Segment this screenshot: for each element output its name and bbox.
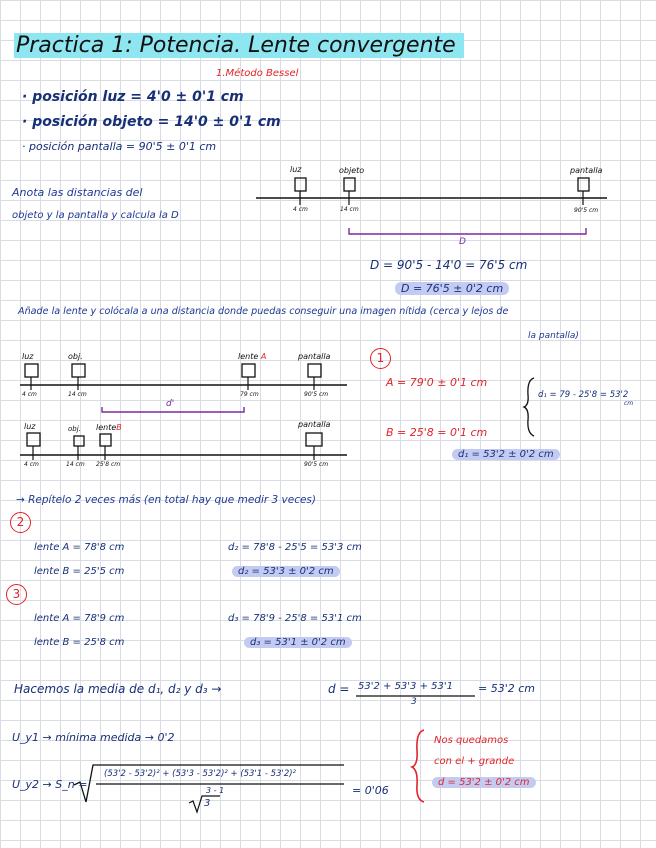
frac-num: 53'2 + 53'3 + 53'1	[358, 681, 453, 692]
circle-2: 2	[10, 512, 31, 533]
d2-luz: luz	[22, 352, 34, 361]
label-luz: luz	[290, 165, 302, 174]
d2-t2: 14 cm	[68, 391, 87, 398]
d3-t4: 90'5 cm	[304, 461, 329, 468]
D-result: D = 76'5 ± 0'2 cm	[395, 282, 509, 295]
d2-t4: 90'5 cm	[304, 391, 329, 398]
circle-3: 3	[6, 584, 27, 605]
B-value: B = 25'8 = 0'1 cm	[386, 426, 488, 439]
D-label: D	[459, 237, 466, 247]
d3-t2: 14 cm	[66, 461, 85, 468]
d1-result: d₁ = 53'2 ± 0'2 cm	[452, 449, 560, 460]
d2-result: d₂ = 53'3 ± 0'2 cm	[232, 566, 340, 577]
page-title: Practica 1: Potencia. Lente convergente	[14, 33, 464, 59]
d2-obj: obj.	[68, 352, 83, 361]
d3-t1: 4 cm	[24, 461, 39, 468]
sqrt-num: (53'2 - 53'2)² + (53'3 - 53'2)² + (53'1 - 53'2)²	[104, 769, 296, 779]
circle-1: 1	[370, 348, 391, 369]
d3-t3: 25'8 cm	[96, 461, 121, 468]
d-prime-label: d'	[166, 399, 175, 409]
frac-res: = 53'2 cm	[478, 682, 535, 695]
d-eq: d =	[328, 682, 350, 696]
lenteB-3: lente B = 25'8 cm	[34, 637, 125, 648]
instruction-2a: Añade la lente y colócala a una distancia donde puedas conseguir una imagen nítida (cerca y lejos de	[18, 306, 509, 317]
d3-obj: obj.	[68, 425, 81, 433]
uy1: U_y1 → mínima medida → 0'2	[12, 731, 175, 744]
repeat-text: → Repítelo 2 veces más (en total hay que medir 3 veces)	[16, 494, 317, 506]
box-luz-1	[295, 178, 306, 191]
uy2-lead: U_y2 → S_n =	[12, 778, 88, 791]
d1-calc: d₁ = 79 - 25'8 = 53'2	[538, 390, 629, 400]
tick-14cm: 14 cm	[340, 206, 359, 213]
D-calc: D = 90'5 - 14'0 = 76'5 cm	[370, 258, 528, 272]
d3-calc: d₃ = 78'9 - 25'8 = 53'1 cm	[228, 613, 362, 624]
d2-t3: 79 cm	[240, 391, 259, 398]
brace-note	[412, 730, 424, 802]
final-result: d = 53'2 ± 0'2 cm	[432, 777, 536, 788]
uy2-res: = 0'06	[352, 784, 389, 797]
label-objeto: objeto	[339, 166, 365, 175]
label-pantalla: pantalla	[570, 166, 603, 175]
note-1: Nos quedamos	[434, 735, 509, 746]
lenteB-2: lente B = 25'5 cm	[34, 566, 125, 577]
instruction-1b: objeto y la pantalla y calcula la D	[12, 210, 179, 221]
d2-t1: 4 cm	[22, 391, 37, 398]
d3-luz: luz	[24, 422, 36, 431]
d3-pantalla: pantalla	[298, 420, 331, 429]
lenteA-2: lente A = 78'8 cm	[34, 542, 125, 553]
tick-905cm: 90'5 cm	[574, 207, 599, 214]
brace-d1	[524, 378, 534, 436]
d3-result: d₃ = 53'1 ± 0'2 cm	[244, 637, 352, 648]
d2-pantalla: pantalla	[298, 352, 331, 361]
D-bracket	[349, 228, 586, 234]
frac-den: 3	[411, 697, 417, 707]
instruction-1a: Anota las distancias del	[12, 186, 143, 199]
d2-lente: lente A	[238, 352, 267, 361]
A-value: A = 79'0 ± 0'1 cm	[386, 376, 488, 389]
d2-calc: d₂ = 78'8 - 25'5 = 53'3 cm	[228, 542, 362, 553]
lenteA-3: lente A = 78'9 cm	[34, 613, 125, 624]
media-text: Hacemos la media de d₁, d₂ y d₃ →	[14, 682, 222, 696]
box-pantalla-1	[578, 178, 589, 191]
sqrt-3: 3	[204, 798, 211, 809]
box-objeto-1	[344, 178, 355, 191]
subtitle: 1.Método Bessel	[216, 68, 299, 79]
instruction-2b: la pantalla)	[528, 331, 579, 341]
position-objeto: · posición objeto = 14'0 ± 0'1 cm	[22, 114, 281, 130]
tick-4cm: 4 cm	[293, 206, 308, 213]
position-luz: · posición luz = 4'0 ± 0'1 cm	[22, 89, 244, 105]
note-2: con el + grande	[434, 756, 515, 767]
d3-lente: lenteB	[96, 423, 122, 432]
d1-unit: cm	[624, 400, 634, 407]
position-pantalla: · posición pantalla = 90'5 ± 0'1 cm	[22, 140, 217, 153]
sqrt-den: 3 - 1	[206, 786, 225, 795]
